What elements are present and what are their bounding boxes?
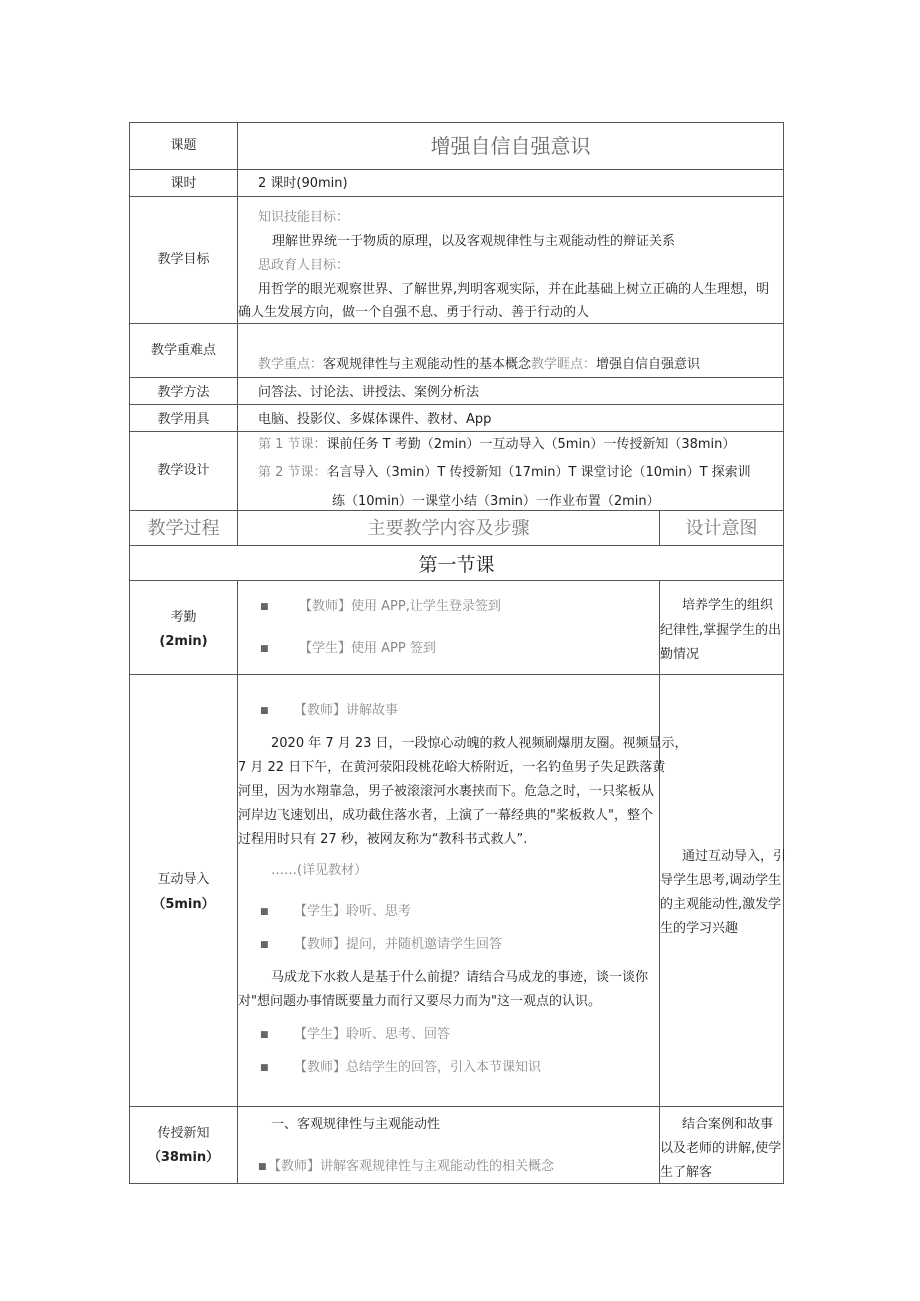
attendance-time: (2min) xyxy=(159,634,208,649)
keypoints-line xyxy=(258,357,700,373)
table-divider-label-column-lower xyxy=(237,580,238,1183)
bullet-icon: ■ xyxy=(260,602,269,612)
ideology-goal-heading: 思政育人目标： xyxy=(258,258,350,273)
design-label: 教学设计 xyxy=(157,463,210,478)
teach-intent-line: 结合案例和故事 xyxy=(682,1117,774,1132)
bullet-icon: ■ xyxy=(260,907,269,917)
design-line1-text: 课前任务 T 考勤（2min）一互动导入（5min）一传授新知（38min） xyxy=(326,437,736,452)
design-line2 xyxy=(258,465,751,481)
row-line xyxy=(129,377,784,378)
attendance-step: 【教师】使用 APP,让学生登录签到 xyxy=(299,599,501,614)
bullet-icon: ■ xyxy=(260,1030,269,1040)
knowledge-goal-text: 理解世界统一于物质的原理，以及客观规律性与主观能动性的辩证关系 xyxy=(272,234,676,249)
table-divider-label-column xyxy=(237,122,238,545)
teach-heading: 一、客观规律性与主观能动性 xyxy=(271,1117,441,1132)
row-line xyxy=(129,431,784,432)
table-border-right xyxy=(783,122,784,1183)
table-border-top xyxy=(129,122,784,123)
teach-intent-line: 生了解客 xyxy=(660,1165,713,1180)
hours-value: 2 课时(90min) xyxy=(258,176,348,191)
keypoints-label: 教学重难点 xyxy=(150,343,216,358)
hours-label: 课时 xyxy=(170,176,197,191)
attendance-intent-line: 培养学生的组织 xyxy=(682,598,774,613)
knowledge-goal-heading: 知识技能目标： xyxy=(258,210,350,225)
row-line xyxy=(129,674,784,675)
row-line xyxy=(129,323,784,324)
design-line2-text: 名言导入（3min）T 传授新知（17min）T 课堂讨论（10min）T 探索训 xyxy=(326,465,751,480)
story-line: 河里，因为水翔靠急，男子被滚滚河水裹挟而下。危急之时，一只桨板从 xyxy=(238,784,655,799)
intro-step: 【学生】聆听、思考 xyxy=(294,904,412,919)
story-line: 河岸边飞速划出，成功截住落水者，上演了一幕经典的"桨板救人"，整个 xyxy=(238,808,653,823)
intro-label: 互动导入 xyxy=(157,872,210,887)
difficulty-tag: 教学睚点： xyxy=(531,357,597,372)
question-line: 马成龙下水救人是基于什么前提？请结合马成龙的事迹，谈一谈你 xyxy=(271,970,649,985)
design-line1 xyxy=(258,437,735,453)
intro-intent-line: 的主观能动性,激发学 xyxy=(660,897,782,912)
topic-label: 课题 xyxy=(170,138,197,153)
column-header-content: 主要教学内容及步骤 xyxy=(367,518,530,539)
intro-step: 【教师】讲解故事 xyxy=(294,703,399,718)
attendance-step: 【学生】使用 APP 签到 xyxy=(299,641,436,656)
bullet-icon: ■ xyxy=(260,706,269,716)
intro-intent-line: 生的学习兴趣 xyxy=(660,921,739,936)
section-title: 第一节课 xyxy=(418,554,495,576)
attendance-intent-line: 勤情况 xyxy=(660,647,700,662)
intro-step: 【学生】聆听、思考、回答 xyxy=(294,1027,451,1042)
methods-label: 教学方法 xyxy=(157,385,210,400)
intro-step: 【教师】总结学生的回答，引入本节课知识 xyxy=(294,1060,542,1075)
row-line xyxy=(129,580,784,581)
ideology-goal-line2: 确人生发展方向，做一个自强不息、勇于行动、善于行动的人 xyxy=(238,305,590,320)
column-header-intent: 设计意图 xyxy=(685,518,758,539)
ideology-goal-line1: 用哲学的眼光观察世界、了解世界,判明客观实际，并在此基础上树立正确的人生理想，明 xyxy=(258,282,770,297)
keypoint-text: 客观规律性与主观能动性的基本概念 xyxy=(323,357,532,372)
design-line2-tag: 第 2 节课： xyxy=(258,465,327,480)
bullet-icon: ■ xyxy=(260,644,269,654)
bullet-icon: ■ xyxy=(260,1063,269,1073)
row-line xyxy=(129,545,784,546)
row-line xyxy=(129,510,784,511)
column-header-process: 教学过程 xyxy=(147,518,220,539)
goals-label: 教学目标 xyxy=(157,252,210,267)
methods-value: 问答法、讨论法、讲授法、案例分析法 xyxy=(258,385,480,400)
teach-intent-line: 以及老师的讲解,使学 xyxy=(660,1141,782,1156)
keypoint-tag: 教学重点： xyxy=(258,357,324,372)
bullet-icon: ■ xyxy=(258,1162,267,1172)
intro-intent-line: 导学生思考,调动学生 xyxy=(660,873,782,888)
intro-intent-line: 通过互动导入，引 xyxy=(682,849,787,864)
bullet-icon: ■ xyxy=(260,940,269,950)
teach-time: （38min） xyxy=(147,1150,220,1165)
tools-label: 教学用具 xyxy=(157,412,210,427)
row-line xyxy=(129,169,784,170)
teach-step: 【教师】讲解客观规律性与主观能动性的相关概念 xyxy=(268,1159,555,1174)
design-line1-tag: 第 1 节课： xyxy=(258,437,327,452)
story-line: 过程用时只有 27 秒，被网友称为“教科书式救人”. xyxy=(238,832,528,847)
question-line: 对"想问题办事情既要量力而行又要尽力而为"这一观点的认识。 xyxy=(238,994,601,1009)
attendance-label: 考勤 xyxy=(170,610,197,625)
difficulty-text: 增强自信自强意识 xyxy=(596,357,701,372)
table-border-bottom xyxy=(129,1183,784,1184)
row-line xyxy=(129,1106,784,1107)
attendance-intent-line: 纪律性,掌握学生的出 xyxy=(660,623,782,638)
tools-value: 电脑、投影仪、多媒体课件、教材、App xyxy=(258,412,492,427)
story-more: ……(详见教材） xyxy=(271,863,368,878)
intro-time: （5min） xyxy=(152,897,215,912)
design-line3: 练（10min）一课堂小结（3min）一作业布置（2min） xyxy=(332,494,660,509)
table-border-left xyxy=(129,122,130,1183)
story-line: 2020 年 7 月 23 日，一段惊心动魄的救人视频刷爆朋友圈。视频显示， xyxy=(271,736,688,751)
row-line xyxy=(129,404,784,405)
teach-label: 传授新知 xyxy=(157,1126,210,1141)
intro-step: 【教师】提问，并随机邀请学生回答 xyxy=(294,937,503,952)
story-line: 7 月 22 日下午，在黄河荥阳段桃花峪大桥附近，一名钓鱼男子失足跌落黄 xyxy=(238,760,666,775)
row-line xyxy=(129,196,784,197)
lesson-title: 增强自信自强意识 xyxy=(430,134,591,158)
